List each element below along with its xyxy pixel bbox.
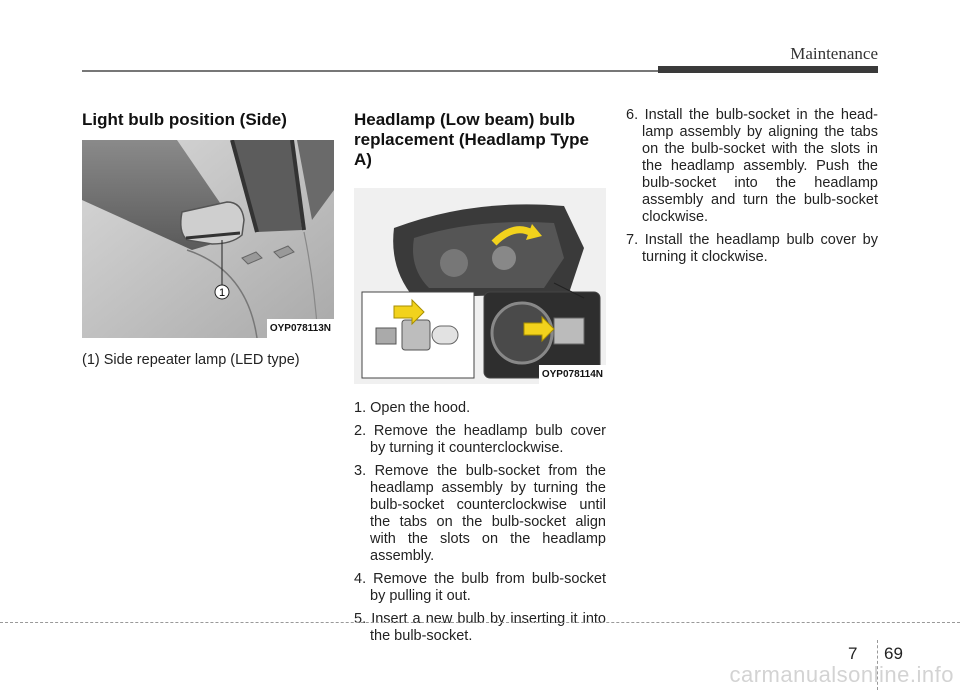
section-title-line1: Headlamp (Low beam) bulb bbox=[354, 110, 576, 129]
callout-label: 1 bbox=[218, 287, 226, 299]
header-title: Maintenance bbox=[790, 44, 878, 63]
figure-caption: (1) Side repeater lamp (LED type) bbox=[82, 352, 300, 368]
section-title-headlamp bbox=[354, 110, 606, 170]
step-item: 5. Insert a new bulb by inserting it into the bulb-socket. bbox=[354, 611, 606, 644]
column-headlamp-install bbox=[626, 107, 878, 272]
figure-side-mirror bbox=[82, 140, 334, 338]
header-rule-accent bbox=[658, 66, 878, 73]
step-item: 2. Remove the headlamp bulb cover by turning it counterclockwise. bbox=[354, 423, 606, 456]
step-item: 6. Install the bulb-socket in the head-lamp assembly by aligning the tabs on the bulb-socket with the slots in the headlamp assembly. Push the bulb-socket into the headlamp assembly and turn the bulb-socket clockwise. bbox=[626, 107, 878, 225]
removal-steps bbox=[354, 400, 606, 645]
figure-headlamp bbox=[354, 188, 606, 384]
step-item: 3. Remove the bulb-socket from the headlamp assembly by turning the bulb-socket counterclockwise until the tabs on the bulb-socket align with the slots on the headlamp assembly. bbox=[354, 463, 606, 564]
figure-code: OYP078113N bbox=[267, 319, 334, 338]
footer-rule bbox=[0, 622, 960, 623]
chapter-number: 7 bbox=[848, 644, 858, 663]
step-item: 4. Remove the bulb from bulb-socket by pulling it out. bbox=[354, 571, 606, 604]
step-item: 7. Install the headlamp bulb cover by turning it clockwise. bbox=[626, 232, 878, 265]
install-steps bbox=[626, 107, 878, 266]
section-title-line2: replacement (Headlamp Type A) bbox=[354, 130, 589, 169]
watermark: carmanualsonline.info bbox=[729, 662, 954, 687]
step-item: 1. Open the hood. bbox=[354, 400, 471, 416]
page-number: 69 bbox=[884, 644, 903, 663]
section-title-side-bulb: Light bulb position (Side) bbox=[82, 110, 287, 129]
figure-code: OYP078114N bbox=[539, 365, 606, 384]
column-headlamp-removal bbox=[354, 110, 606, 651]
side-mirror-illustration bbox=[82, 140, 334, 338]
headlamp-illustration bbox=[354, 188, 606, 384]
column-side-bulb bbox=[82, 110, 334, 384]
